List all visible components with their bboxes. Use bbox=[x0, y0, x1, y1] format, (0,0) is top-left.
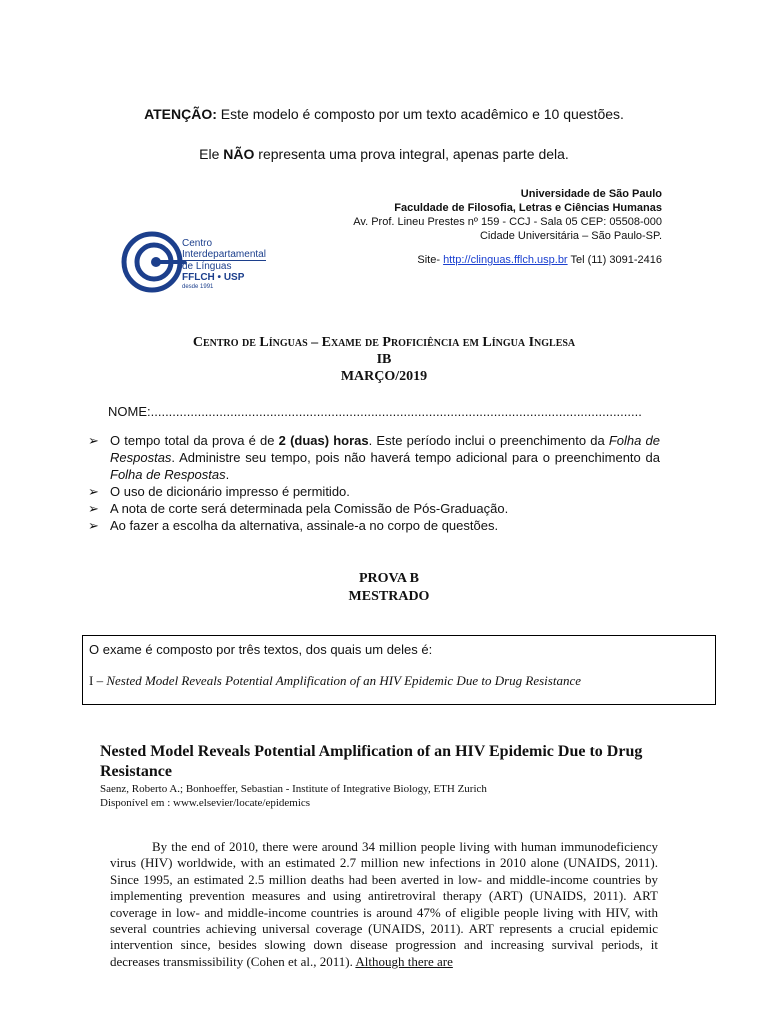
box-intro: O exame é composto por três textos, dos quais um deles é: bbox=[89, 642, 433, 657]
centro-linguas-logo bbox=[120, 230, 290, 300]
article-body-text: By the end of 2010, there were around 34 million people living with human immunodeficiency virus (HIV) worldwide, with an estimated 2.7 million new infections in 2010 alone (UNAIDS, 2011). Since 1995, an estimated 2.5 million deaths had been averted in low- and middle-income countries by implementing prevention measures and using antiretroviral therapy (ART) (UNAIDS, 2011). ART coverage in low- and middle-income countries is around 47% of eligible people living with HIV, with several countries achieving universal coverage (UNAIDS, 2011). ART represents a crucial epidemic intervention since, besides slowing down disease progression and increasing survival periods, it decreases transmissibility (Cohen et al., 2011). bbox=[110, 839, 658, 969]
arrow-icon: ➢ bbox=[88, 501, 99, 516]
rule1-italic-1: Folha de Respostas bbox=[110, 433, 660, 465]
rule-item bbox=[88, 500, 660, 517]
box-item-title: Nested Model Reveals Potential Amplification of an HIV Epidemic Due to Drug Resistance bbox=[106, 673, 581, 688]
attention-line2-bold: NÃO bbox=[223, 146, 255, 162]
logo-line-3: de Línguas bbox=[182, 261, 232, 272]
attention-label: ATENÇÃO: bbox=[144, 106, 217, 122]
prova-line-1: PROVA B bbox=[358, 571, 420, 586]
name-dots: ........................................................................................................................................ bbox=[150, 404, 642, 419]
box-item-prefix: I – bbox=[89, 673, 107, 688]
attention-line2-end: representa uma prova integral, apenas parte dela. bbox=[254, 146, 569, 162]
box-item bbox=[89, 673, 709, 689]
faculty-name: Faculdade de Filosofia, Letras e Ciências Humanas bbox=[394, 202, 662, 214]
rule-item bbox=[88, 432, 660, 483]
logo-line-4: FFLCH • USP bbox=[182, 272, 245, 283]
rule2-text: O uso de dicionário impresso é permitido. bbox=[110, 484, 350, 499]
exam-header bbox=[0, 334, 768, 385]
article-body-underlined: Although there are bbox=[355, 953, 453, 969]
logo-icon bbox=[120, 230, 190, 296]
rule4-text: Ao fazer a escolha da alternativa, assinale-a no corpo de questões. bbox=[110, 518, 499, 533]
texts-box bbox=[82, 635, 716, 705]
prova-heading bbox=[0, 570, 768, 606]
exam-code: IB bbox=[376, 352, 392, 367]
address: Av. Prof. Lineu Prestes nº 159 - CCJ - Sala 05 CEP: 05508-000 bbox=[353, 216, 662, 228]
logo-line-1: Centro bbox=[182, 238, 213, 249]
logo-line-2: Interdepartamental bbox=[182, 249, 266, 260]
article-source: Disponível em : www.elsevier/locate/epidemics bbox=[100, 797, 311, 809]
name-field[interactable] bbox=[108, 404, 656, 419]
arrow-icon: ➢ bbox=[88, 518, 99, 533]
logo-line-5: desde 1991 bbox=[182, 284, 214, 290]
prova-line-2: MESTRADO bbox=[348, 589, 430, 604]
rule1-bold: 2 (duas) horas bbox=[278, 433, 369, 448]
attention-line-1 bbox=[0, 106, 768, 122]
rule1-part-e: . Administre seu tempo, pois não haverá tempo adicional para o preenchimento da bbox=[171, 450, 660, 465]
article-title: Nested Model Reveals Potential Amplification of an HIV Epidemic Due to Drug Resistance bbox=[100, 743, 643, 780]
city: Cidade Universitária – São Paulo-SP. bbox=[479, 230, 662, 242]
article-body bbox=[110, 839, 658, 970]
phone: Tel (11) 3091-2416 bbox=[567, 254, 662, 266]
attention-text: Este modelo é composto por um texto acadêmico e 10 questões. bbox=[216, 106, 624, 122]
rule1-part-c: . Este período inclui o preenchimento da bbox=[368, 433, 609, 448]
rule1-italic-2: Folha de Respostas bbox=[110, 467, 226, 482]
site-label: Site- bbox=[417, 254, 444, 266]
university-info bbox=[353, 187, 662, 267]
article-authors: Saenz, Roberto A.; Bonhoeffer, Sebastian - Institute of Integrative Biology, ETH Zurich bbox=[100, 783, 487, 795]
attention-line-2 bbox=[0, 146, 768, 162]
rule3-text: A nota de corte será determinada pela Comissão de Pós-Graduação. bbox=[110, 501, 509, 516]
exam-title: Centro de Línguas – Exame de Proficiência em Língua Inglesa bbox=[192, 335, 576, 350]
university-name: Universidade de São Paulo bbox=[520, 188, 662, 200]
arrow-icon: ➢ bbox=[88, 484, 99, 499]
arrow-icon: ➢ bbox=[88, 433, 99, 448]
rule1-end: . bbox=[225, 467, 230, 482]
rule-item bbox=[88, 483, 660, 500]
rule-item bbox=[88, 517, 660, 534]
rule1-part-a: O tempo total da prova é de bbox=[110, 433, 279, 448]
attention-line2-start: Ele bbox=[199, 146, 224, 162]
name-label: NOME: bbox=[108, 404, 151, 419]
site-line bbox=[353, 253, 662, 267]
site-link[interactable]: http://clinguas.fflch.usp.br bbox=[443, 254, 568, 266]
rules-list bbox=[88, 432, 660, 534]
article-byline bbox=[100, 782, 712, 810]
exam-date: MARÇO/2019 bbox=[340, 369, 428, 384]
